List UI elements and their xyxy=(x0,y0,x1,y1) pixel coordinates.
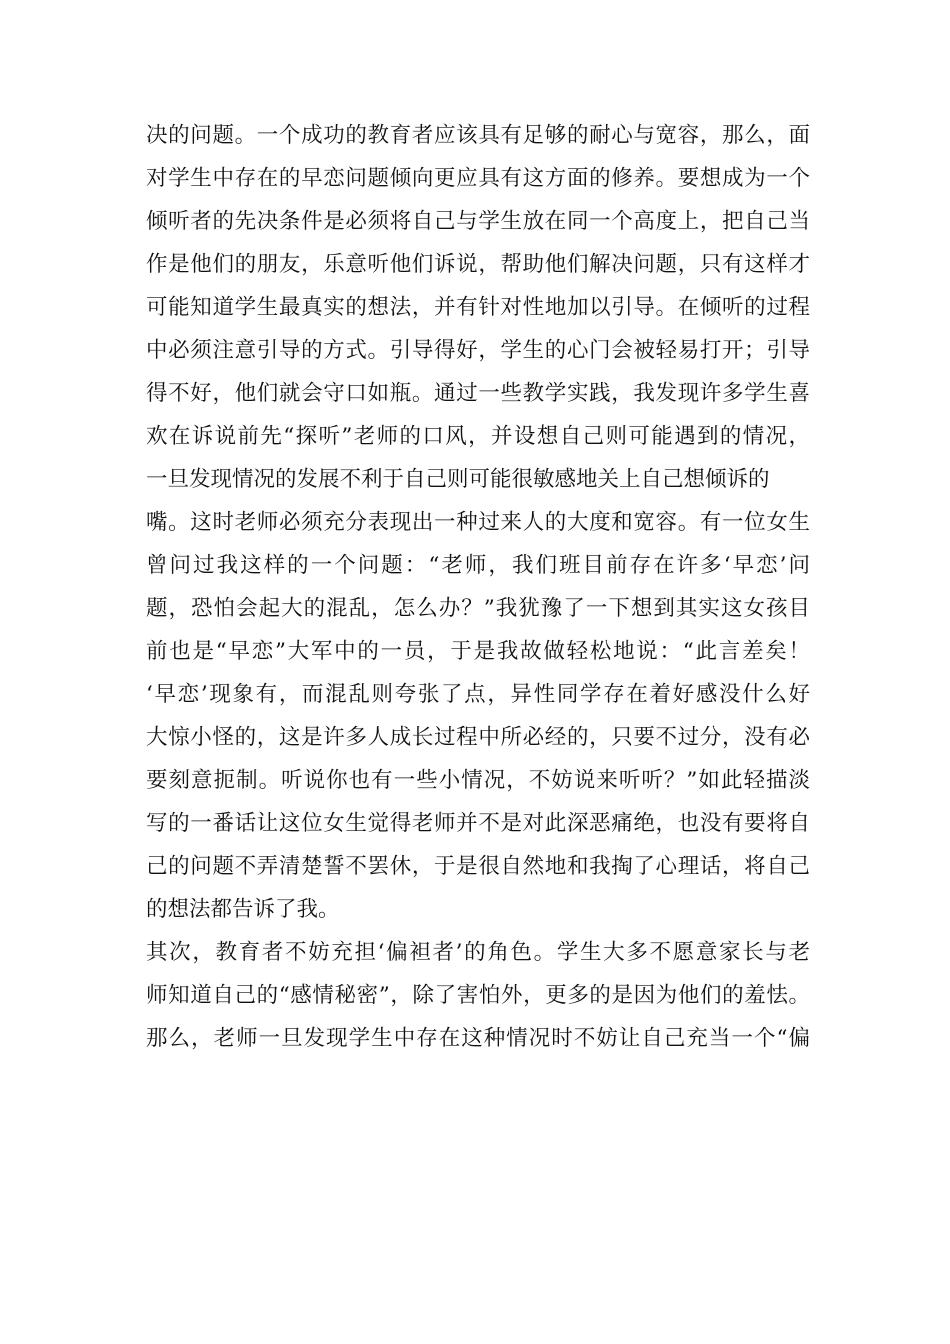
text-line: 一旦发现情况的发展不利于自己则可能很敏感地关上自己想倾诉的 xyxy=(146,467,770,492)
text-line: 倾听者的先决条件是必须将自己与学生放在同一个高度上，把自己当 xyxy=(146,209,810,234)
text-line: 前也是“早恋”大军中的一员，于是我故做轻松地说：“此言差矣！ xyxy=(146,639,810,664)
text-line: 其次，教育者不妨充担‘偏袒者’的角色。学生大多不愿意家长与老 xyxy=(146,940,810,965)
text-line: 欢在诉说前先“探听”老师的口风，并设想自己则可能遇到的情况， xyxy=(146,424,810,449)
text-line: 决的问题。一个成功的教育者应该具有足够的耐心与宽容，那么，面 xyxy=(146,123,810,148)
paragraph-2 xyxy=(146,931,810,1060)
paragraph-1 xyxy=(146,114,810,931)
text-line: 要刻意扼制。听说你也有一些小情况，不妨说来听听？”如此轻描淡 xyxy=(146,768,810,793)
text-line: ‘早恋’现象有，而混乱则夸张了点，异性同学存在着好感没什么好 xyxy=(146,682,810,707)
text-line: 曾问过我这样的一个问题：“老师，我们班目前存在许多‘早恋’问 xyxy=(146,553,810,578)
text-line: 己的问题不弄清楚誓不罢休，于是很自然地和我掏了心理话，将自己 xyxy=(146,854,810,879)
text-line: 作是他们的朋友，乐意听他们诉说，帮助他们解决问题，只有这样才 xyxy=(146,252,810,277)
text-line: 的想法都告诉了我。 xyxy=(146,897,340,922)
text-line: 中必须注意引导的方式。引导得好，学生的心门会被轻易打开；引导 xyxy=(146,338,810,363)
text-line: 得不好，他们就会守口如瓶。通过一些教学实践，我发现许多学生喜 xyxy=(146,381,810,406)
text-line: 写的一番话让这位女生觉得老师并不是对此深恶痛绝，也没有要将自 xyxy=(146,811,810,836)
text-line: 嘴。这时老师必须充分表现出一种过来人的大度和宽容。有一位女生 xyxy=(146,510,810,535)
text-line: 师知道自己的“感情秘密”，除了害怕外，更多的是因为他们的羞怯。 xyxy=(146,983,810,1008)
text-line: 对学生中存在的早恋问题倾向更应具有这方面的修养。要想成为一个 xyxy=(146,166,810,191)
body-text xyxy=(146,114,810,1060)
text-line: 可能知道学生最真实的想法，并有针对性地加以引导。在倾听的过程 xyxy=(146,295,810,320)
text-line: 大惊小怪的，这是许多人成长过程中所必经的，只要不过分，没有必 xyxy=(146,725,810,750)
text-line: 题，恐怕会起大的混乱，怎么办？”我犹豫了一下想到其实这女孩目 xyxy=(146,596,810,621)
text-line: 那么，老师一旦发现学生中存在这种情况时不妨让自己充当一个“偏 xyxy=(146,1026,810,1051)
